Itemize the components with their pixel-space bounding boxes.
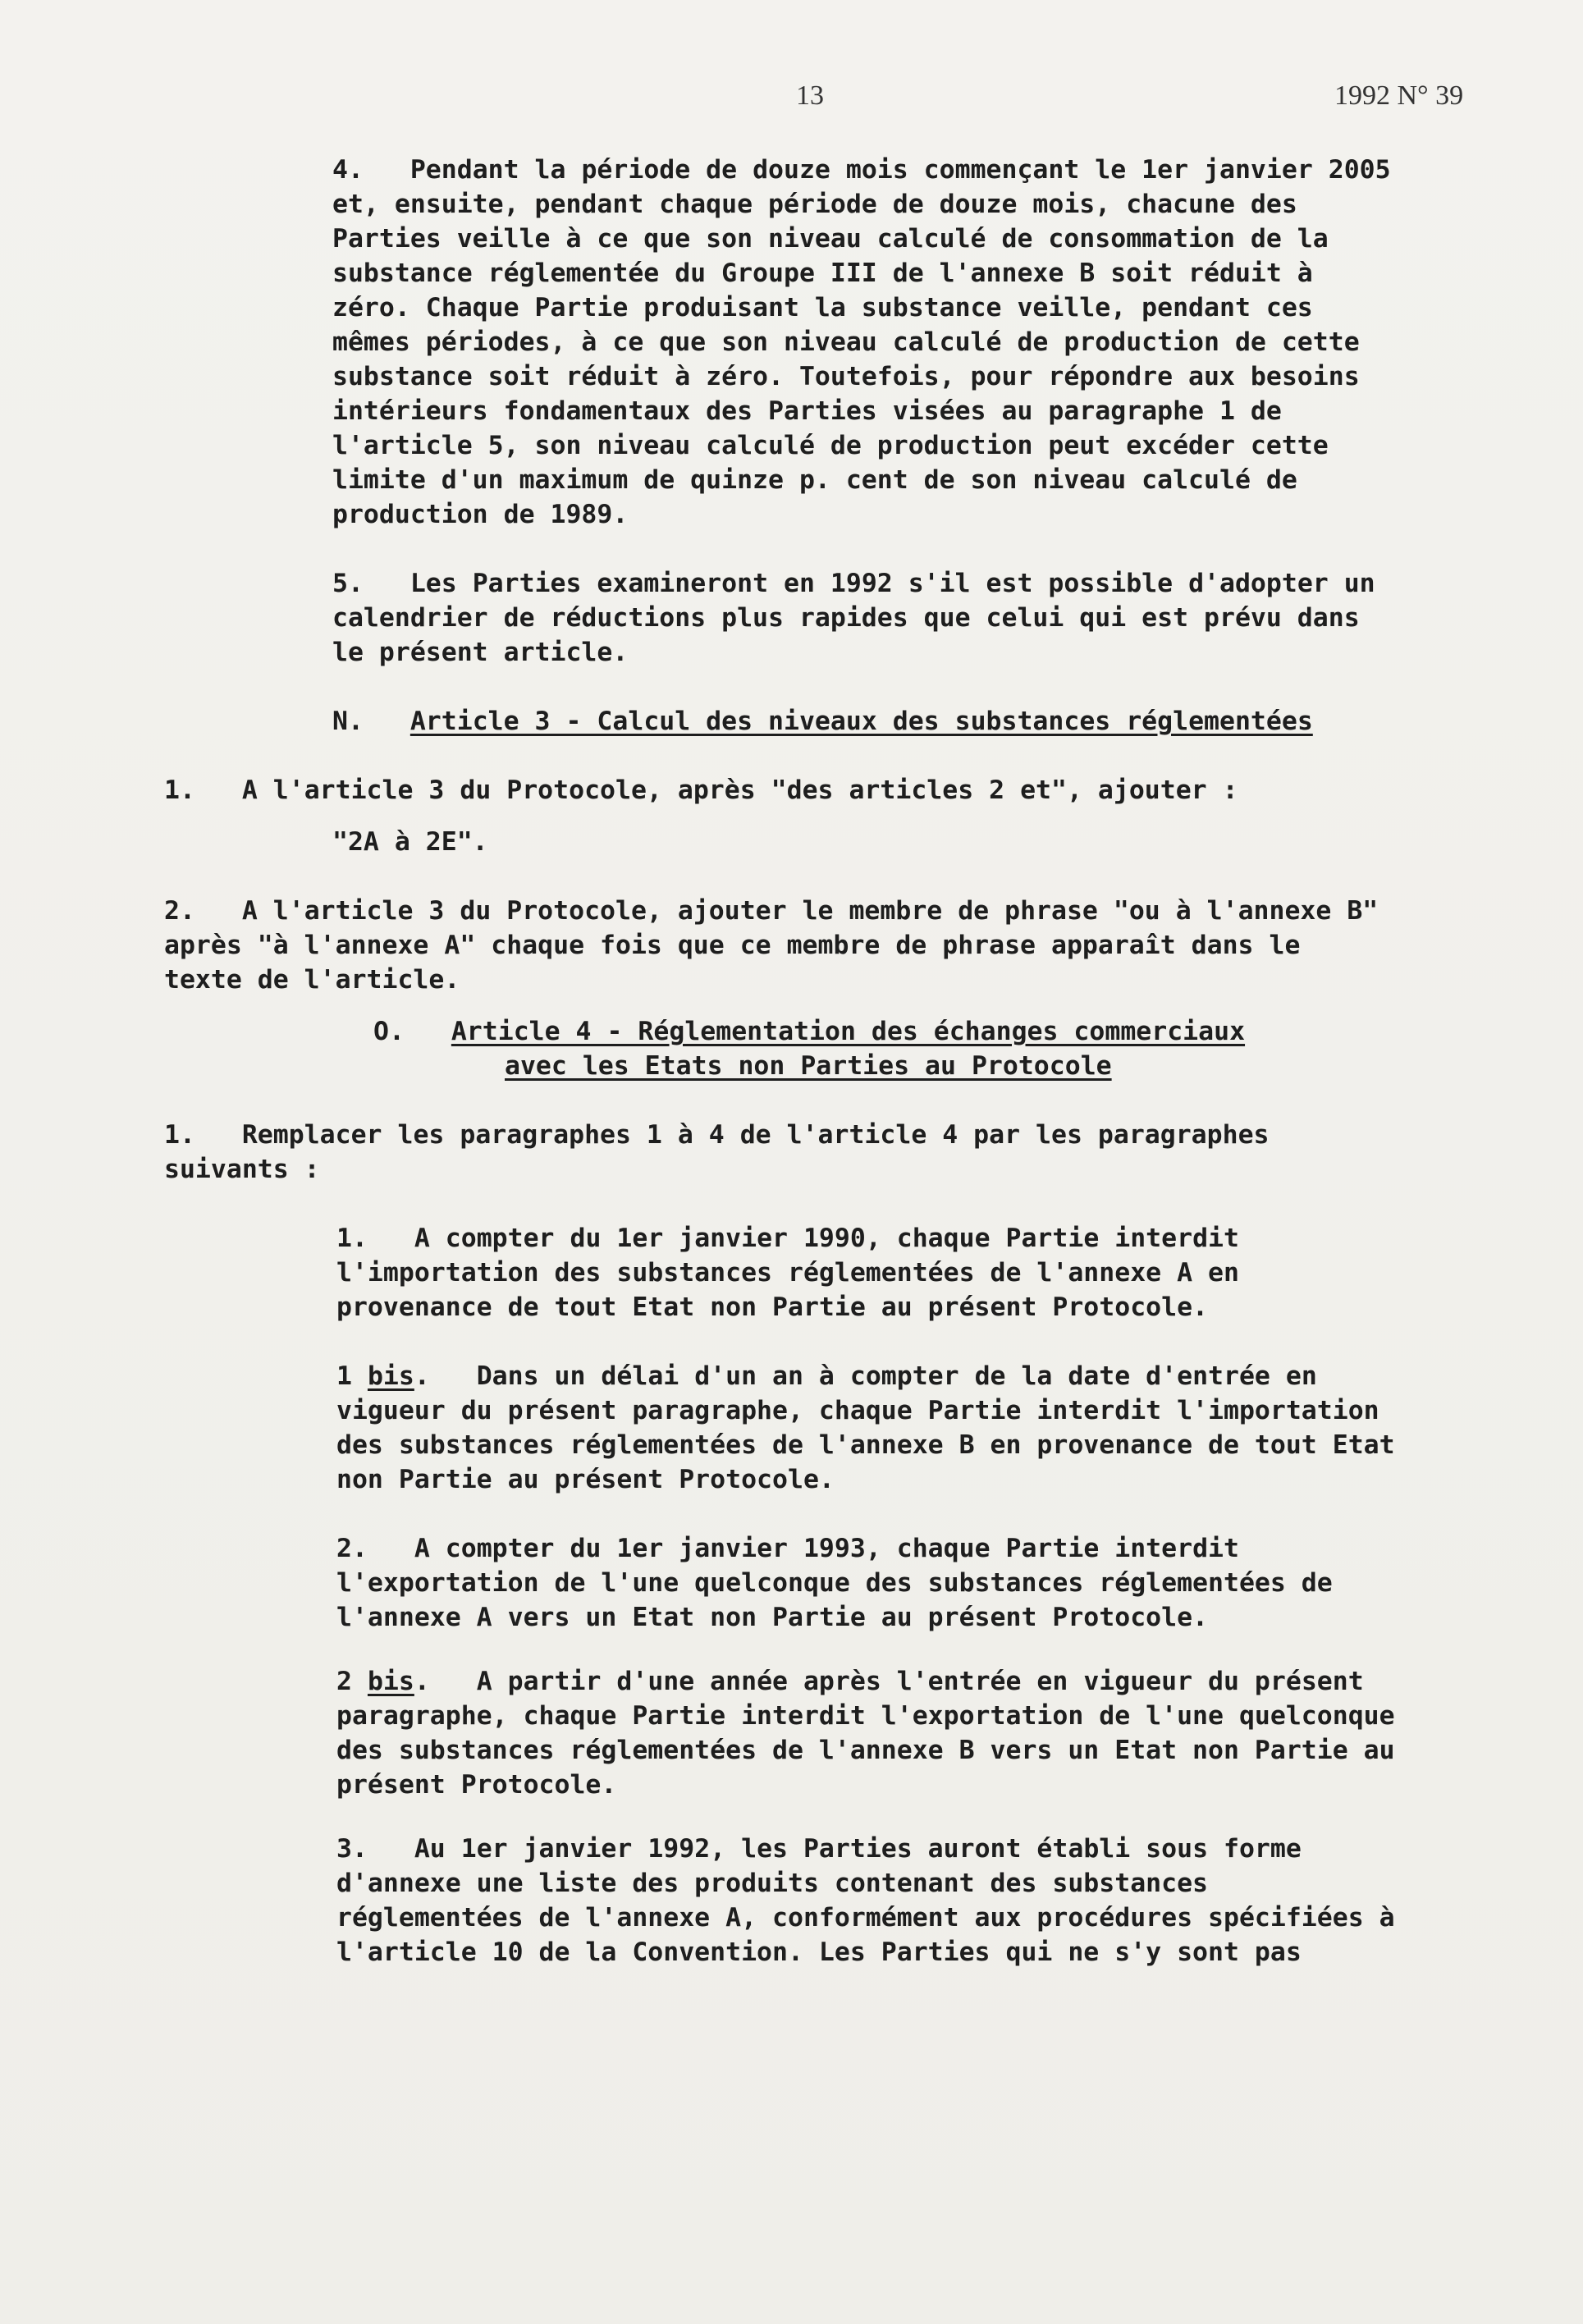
- item-number: 3.: [336, 1834, 368, 1864]
- text-line: l'article 10 de la Convention. Les Parties qui ne s'y sont pas: [336, 1937, 1302, 1967]
- item-number: 1: [336, 1361, 352, 1391]
- text-line: limite d'un maximum de quinze p. cent de son niveau calculé de: [332, 465, 1297, 495]
- section-o-heading: [373, 1014, 1477, 1083]
- subparagraph-2-bis: 2 bis. A partir d'une année après l'entrée en vigueur du présent paragraphe, chaque Partie interdit l'exportation de l'une quelconque des substances réglementées de l'annexe B vers un Etat non Partie au présent Protocole.: [336, 1664, 1477, 1802]
- text-line: après "à l'annexe A" chaque fois que ce membre de phrase apparaît dans le: [164, 931, 1301, 960]
- section-letter: N.: [332, 707, 364, 736]
- subparagraph-3: [336, 1832, 1477, 1969]
- section-title: Article 3 - Calcul des niveaux des substances réglementées: [409, 707, 1313, 736]
- text-line: l'exportation de l'une quelconque des substances réglementées de: [336, 1568, 1333, 1598]
- paragraph-5: [332, 566, 1477, 670]
- bis-marker: bis: [367, 1361, 414, 1391]
- subparagraph-2: [336, 1531, 1477, 1635]
- inserted-text: "2A à 2E".: [332, 827, 488, 857]
- text-line: Pendant la période de douze mois commençant le 1er janvier 2005: [409, 155, 1391, 185]
- document-reference: 1992 N° 39: [1334, 80, 1464, 111]
- text-line: intérieurs fondamentaux des Parties visées au paragraphe 1 de: [332, 396, 1282, 426]
- text-line: l'importation des substances réglementées de l'annexe A en: [336, 1258, 1239, 1288]
- section-n-item-1: [164, 773, 1477, 807]
- text-line: Parties veille à ce que son niveau calculé de consommation de la: [332, 224, 1329, 254]
- text-line: le présent article.: [332, 638, 629, 667]
- text-line: provenance de tout Etat non Partie au présent Protocole.: [336, 1292, 1209, 1322]
- text-line: A partir d'une année après l'entrée en vigueur du présent: [476, 1667, 1364, 1696]
- text-line: production de 1989.: [332, 500, 629, 529]
- item-number: 2.: [336, 1534, 368, 1563]
- item-number: 1.: [164, 1120, 195, 1150]
- text-line: A l'article 3 du Protocole, après "des articles 2 et", ajouter :: [241, 775, 1238, 805]
- text-line: Au 1er janvier 1992, les Parties auront établi sous forme: [414, 1834, 1302, 1864]
- page-number: 13: [796, 80, 824, 111]
- text-line: Dans un délai d'un an à compter de la date d'entrée en: [476, 1361, 1317, 1391]
- bis-marker: bis: [367, 1667, 414, 1696]
- paragraph-number: 4.: [332, 155, 364, 185]
- section-n-item-2: [164, 894, 1477, 997]
- item-number: 1.: [164, 775, 195, 805]
- text-line: l'article 5, son niveau calculé de production peut excéder cette: [332, 431, 1329, 460]
- item-number: 2: [336, 1667, 352, 1696]
- document-body: [164, 153, 1477, 1969]
- text-line: paragraphe, chaque Partie interdit l'exportation de l'une quelconque: [336, 1701, 1395, 1731]
- section-o-item-1: [164, 1118, 1477, 1187]
- text-line: présent Protocole.: [336, 1770, 617, 1800]
- paragraph-4: [332, 153, 1477, 532]
- text-line: A compter du 1er janvier 1993, chaque Partie interdit: [414, 1534, 1239, 1563]
- text-line: réglementées de l'annexe A, conformément aux procédures spécifiées à: [336, 1903, 1395, 1933]
- text-line: texte de l'article.: [164, 965, 460, 995]
- item-number: 2.: [164, 896, 195, 926]
- text-line: zéro. Chaque Partie produisant la substance veille, pendant ces: [332, 293, 1313, 323]
- text-line: substance soit réduit à zéro. Toutefois, pour répondre aux besoins: [332, 362, 1360, 391]
- text-line: et, ensuite, pendant chaque période de douze mois, chacune des: [332, 190, 1297, 219]
- subparagraph-1-bis: 1 bis. Dans un délai d'un an à compter de la date d'entrée en vigueur du présent paragraphe, chaque Partie interdit l'importation des substances réglementées de l'annexe B en provenance de tout Etat non Partie au présent Protocole.: [336, 1359, 1477, 1497]
- text-line: des substances réglementées de l'annexe B en provenance de tout Etat: [336, 1430, 1395, 1460]
- text-line: des substances réglementées de l'annexe B vers un Etat non Partie au: [336, 1736, 1395, 1765]
- text-line: suivants :: [164, 1155, 320, 1184]
- text-line: A compter du 1er janvier 1990, chaque Partie interdit: [414, 1224, 1239, 1253]
- text-line: vigueur du présent paragraphe, chaque Partie interdit l'importation: [336, 1396, 1379, 1425]
- item-number: 1.: [336, 1224, 368, 1253]
- paragraph-number: 5.: [332, 569, 364, 598]
- text-line: Les Parties examineront en 1992 s'il est possible d'adopter un: [409, 569, 1375, 598]
- section-title-continued: avec les Etats non Parties au Protocole: [505, 1051, 1112, 1081]
- text-line: Remplacer les paragraphes 1 à 4 de l'article 4 par les paragraphes: [241, 1120, 1270, 1150]
- section-letter: O.: [373, 1017, 405, 1046]
- text-line: A l'article 3 du Protocole, ajouter le membre de phrase "ou à l'annexe B": [241, 896, 1379, 926]
- text-line: l'annexe A vers un Etat non Partie au présent Protocole.: [336, 1603, 1209, 1632]
- section-title: Article 4 - Réglementation des échanges commerciaux: [451, 1017, 1246, 1046]
- text-line: mêmes périodes, à ce que son niveau calculé de production de cette: [332, 327, 1360, 357]
- text-line: calendrier de réductions plus rapides que celui qui est prévu dans: [332, 603, 1360, 633]
- section-n-heading: [332, 704, 1477, 739]
- subparagraph-1: [336, 1221, 1477, 1324]
- text-line: substance réglementée du Groupe III de l'annexe B soit réduit à: [332, 258, 1313, 288]
- text-line: d'annexe une liste des produits contenant des substances: [336, 1869, 1209, 1898]
- text-line: non Partie au présent Protocole.: [336, 1465, 835, 1494]
